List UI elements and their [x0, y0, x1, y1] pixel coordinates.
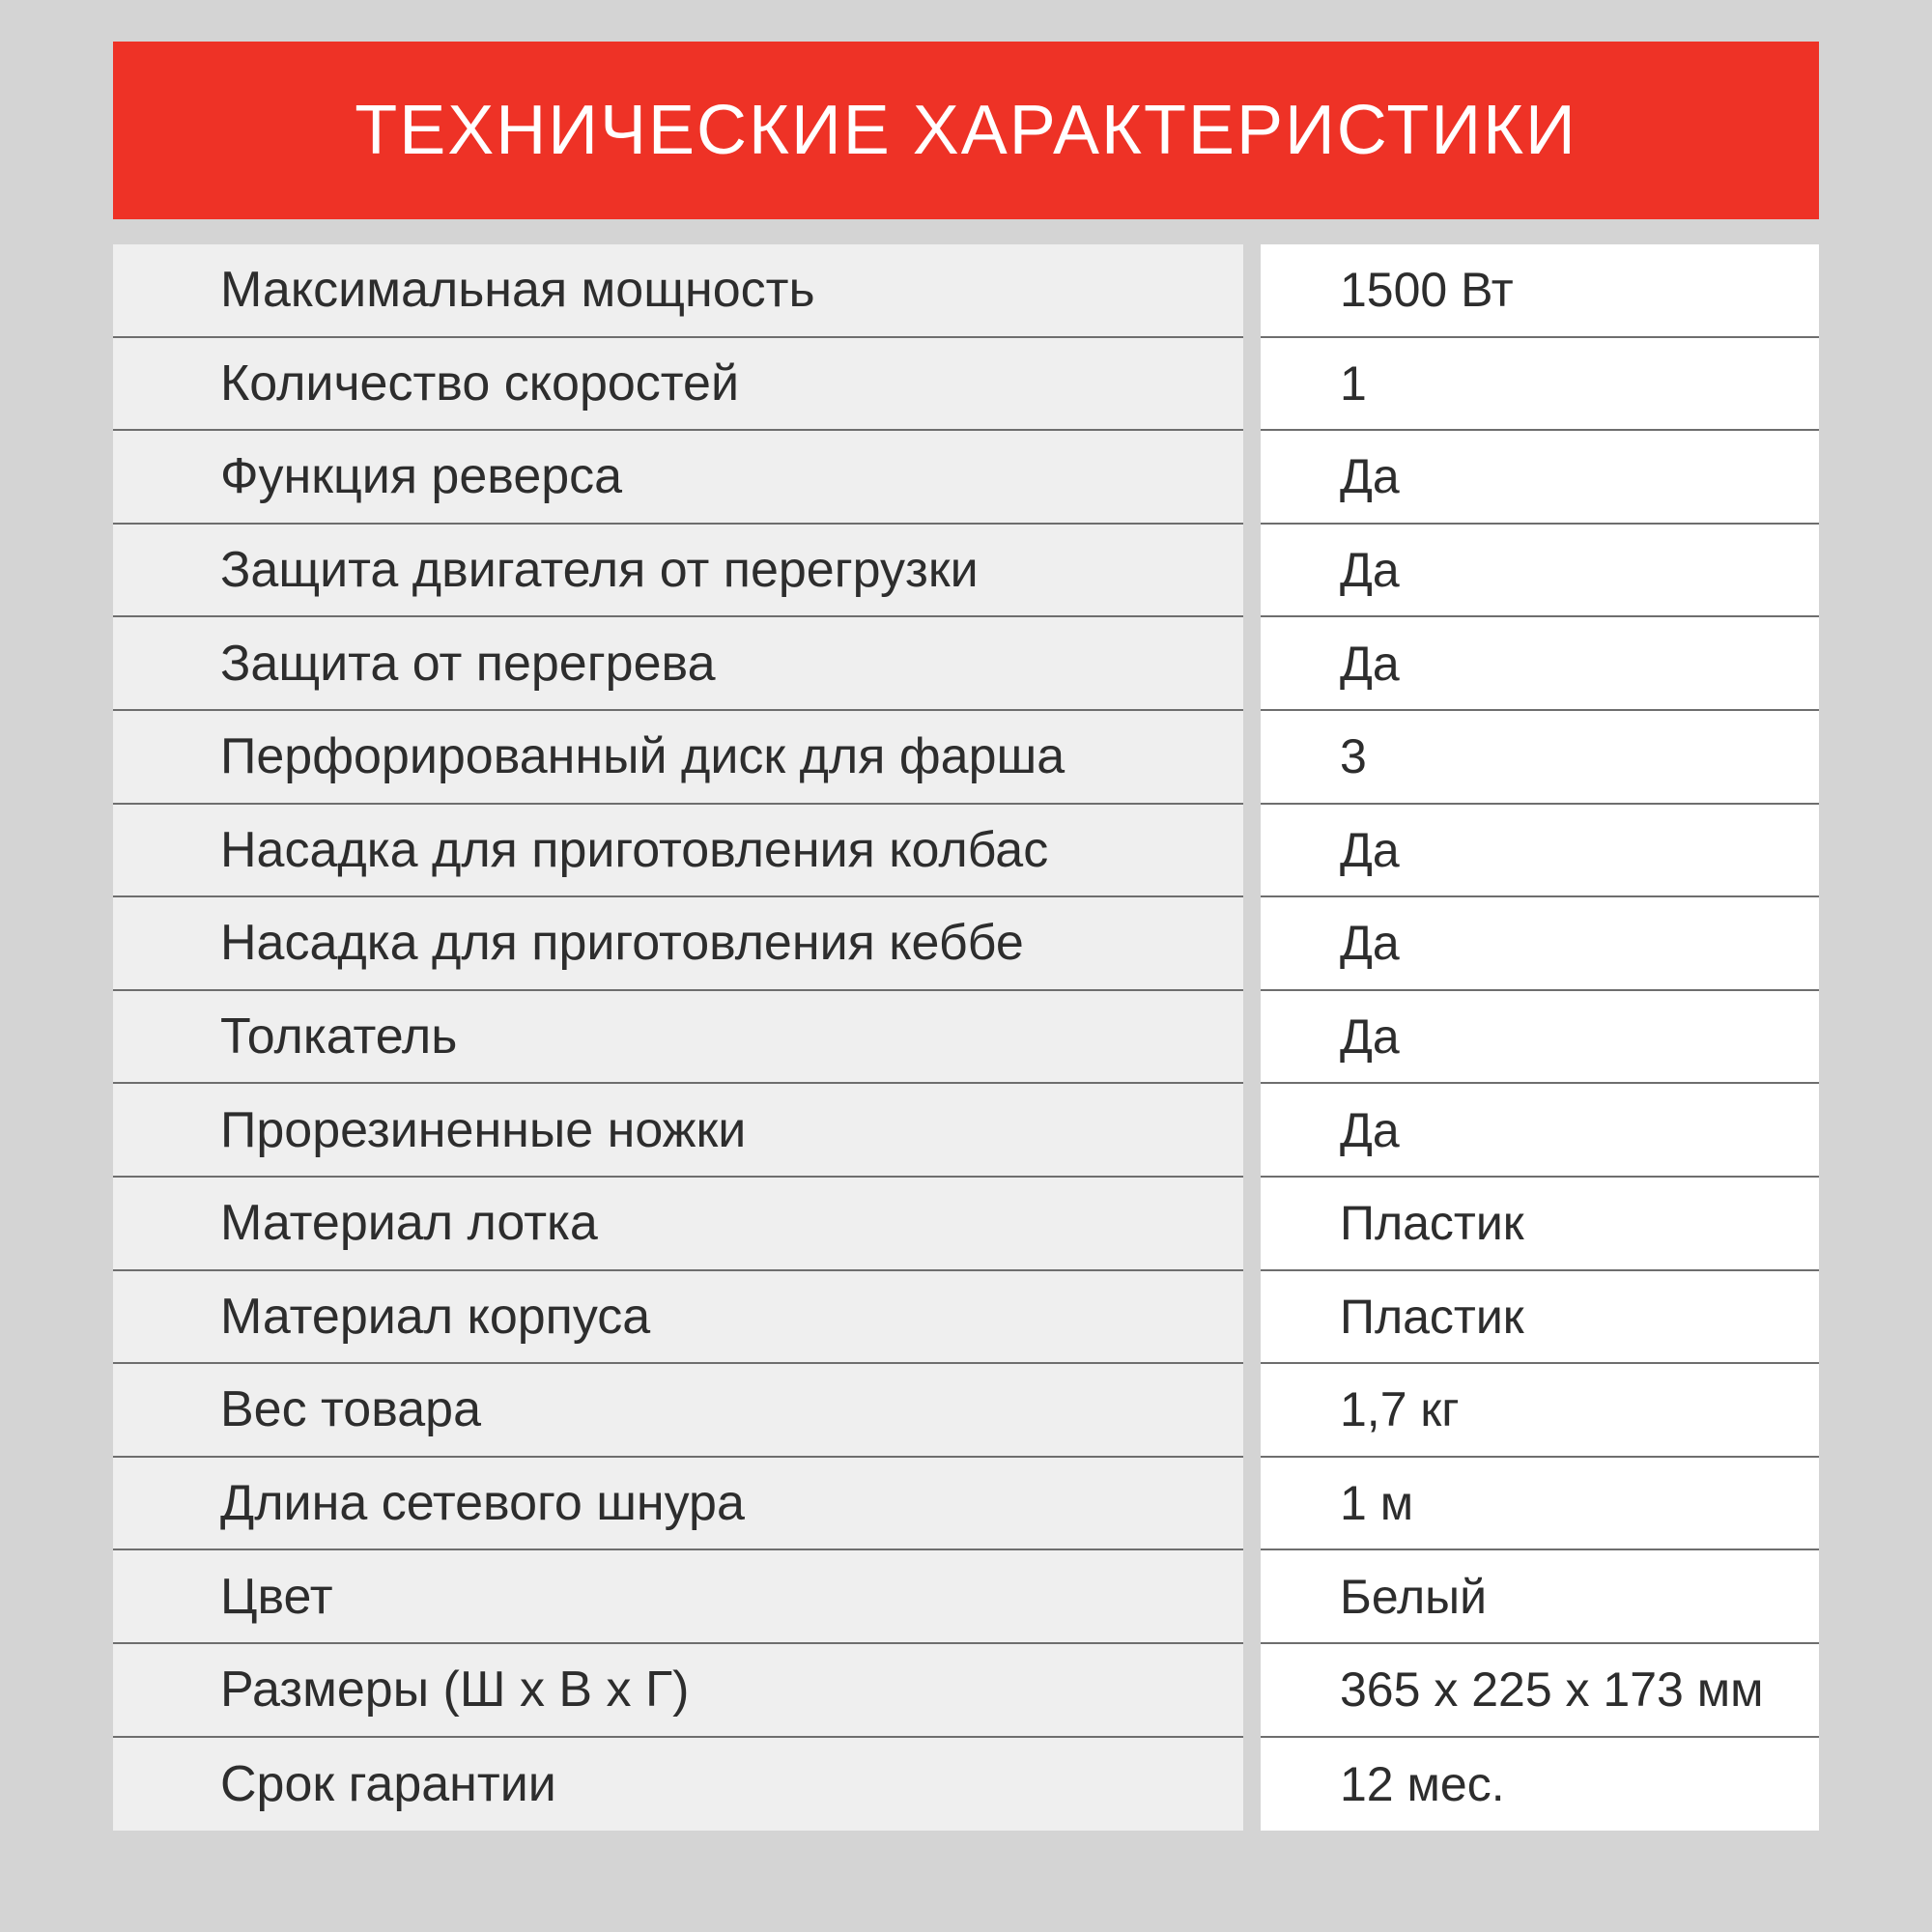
column-gap: [1243, 1644, 1261, 1738]
spec-label: Вес товара: [220, 1381, 482, 1438]
column-gap: [1243, 617, 1261, 711]
table-row: [113, 525, 1819, 618]
spec-label-cell: [113, 1364, 1243, 1458]
spec-value-cell: [1261, 1364, 1819, 1458]
column-gap: [1243, 244, 1261, 338]
table-row: [113, 1550, 1819, 1644]
column-gap: [1243, 1271, 1261, 1365]
column-gap: [1243, 991, 1261, 1085]
spec-value: Пластик: [1340, 1289, 1524, 1344]
spec-label-cell: [113, 805, 1243, 898]
spec-label: Насадка для приготовления колбас: [220, 821, 1049, 878]
table-row: [113, 1084, 1819, 1178]
column-gap: [1243, 431, 1261, 525]
spec-value: 3: [1340, 729, 1367, 784]
table-row: [113, 805, 1819, 898]
column-gap: [1243, 1738, 1261, 1832]
spec-value: Да: [1340, 916, 1400, 971]
spec-label-cell: [113, 525, 1243, 618]
spec-label-cell: [113, 244, 1243, 338]
spec-value-cell: [1261, 617, 1819, 711]
spec-label: Материал корпуса: [220, 1288, 651, 1345]
spec-label: Длина сетевого шнура: [220, 1475, 745, 1532]
spec-value: 365 х 225 х 173 мм: [1340, 1662, 1764, 1718]
spec-label: Защита двигателя от перегрузки: [220, 542, 979, 599]
spec-value-cell: [1261, 1550, 1819, 1644]
spec-label-cell: [113, 1644, 1243, 1738]
spec-value: Да: [1340, 449, 1400, 504]
spec-value: 1,7 кг: [1340, 1382, 1460, 1437]
spec-value-cell: [1261, 1178, 1819, 1271]
spec-value-cell: [1261, 991, 1819, 1085]
column-gap: [1243, 897, 1261, 991]
table-row: [113, 991, 1819, 1085]
spec-label: Размеры (Ш х В х Г): [220, 1662, 690, 1719]
table-row: [113, 1364, 1819, 1458]
column-gap: [1243, 1178, 1261, 1271]
column-gap: [1243, 1084, 1261, 1178]
spec-label: Срок гарантии: [220, 1755, 556, 1812]
spec-value: 12 мес.: [1340, 1756, 1505, 1811]
spec-label: Материал лотка: [220, 1195, 598, 1252]
spec-label: Цвет: [220, 1568, 333, 1625]
spec-value-cell: [1261, 1644, 1819, 1738]
spec-value-cell: [1261, 1084, 1819, 1178]
table-row: [113, 1644, 1819, 1738]
column-gap: [1243, 338, 1261, 432]
spec-value-cell: [1261, 897, 1819, 991]
table-row: [113, 431, 1819, 525]
table-row: [113, 1738, 1819, 1832]
spec-value-cell: [1261, 1271, 1819, 1365]
spec-value-cell: [1261, 805, 1819, 898]
table-row: [113, 338, 1819, 432]
table-row: [113, 1178, 1819, 1271]
spec-label: Максимальная мощность: [220, 262, 815, 319]
spec-value: Да: [1340, 822, 1400, 877]
spec-value: Пластик: [1340, 1196, 1524, 1251]
spec-table: [113, 244, 1819, 1831]
spec-value: Да: [1340, 1102, 1400, 1157]
spec-value: Да: [1340, 636, 1400, 691]
spec-label: Защита от перегрева: [220, 635, 716, 692]
spec-value-cell: [1261, 338, 1819, 432]
spec-value: Белый: [1340, 1569, 1488, 1624]
spec-value-cell: [1261, 431, 1819, 525]
spec-value: 1500 Вт: [1340, 263, 1514, 318]
spec-value: Да: [1340, 543, 1400, 598]
spec-label-cell: [113, 431, 1243, 525]
spec-value-cell: [1261, 1458, 1819, 1551]
spec-label: Функция реверса: [220, 448, 623, 505]
spec-value-cell: [1261, 711, 1819, 805]
column-gap: [1243, 711, 1261, 805]
page-title: ТЕХНИЧЕСКИЕ ХАРАКТЕРИСТИКИ: [355, 92, 1577, 169]
table-row: [113, 1458, 1819, 1551]
spec-label: Насадка для приготовления кеббе: [220, 915, 1024, 972]
spec-label: Перфорированный диск для фарша: [220, 728, 1065, 785]
column-gap: [1243, 525, 1261, 618]
spec-label-cell: [113, 897, 1243, 991]
column-gap: [1243, 805, 1261, 898]
spec-label-cell: [113, 711, 1243, 805]
spec-label-cell: [113, 1084, 1243, 1178]
table-row: [113, 244, 1819, 338]
column-gap: [1243, 1364, 1261, 1458]
spec-label-cell: [113, 1458, 1243, 1551]
spec-label-cell: [113, 1738, 1243, 1832]
spec-value-cell: [1261, 1738, 1819, 1832]
spec-label-cell: [113, 1550, 1243, 1644]
spec-label-cell: [113, 1178, 1243, 1271]
spec-label: Прорезиненные ножки: [220, 1101, 747, 1158]
spec-label: Количество скоростей: [220, 355, 739, 412]
spec-label-cell: [113, 338, 1243, 432]
spec-value-cell: [1261, 244, 1819, 338]
table-row: [113, 1271, 1819, 1365]
table-row: [113, 711, 1819, 805]
column-gap: [1243, 1458, 1261, 1551]
spec-label: Толкатель: [220, 1009, 458, 1065]
table-row: [113, 897, 1819, 991]
spec-value: 1: [1340, 355, 1367, 411]
spec-label-cell: [113, 991, 1243, 1085]
column-gap: [1243, 1550, 1261, 1644]
spec-value: Да: [1340, 1009, 1400, 1065]
spec-value: 1 м: [1340, 1476, 1414, 1531]
spec-label-cell: [113, 617, 1243, 711]
header-banner: [113, 42, 1819, 219]
table-row: [113, 617, 1819, 711]
spec-label-cell: [113, 1271, 1243, 1365]
spec-value-cell: [1261, 525, 1819, 618]
